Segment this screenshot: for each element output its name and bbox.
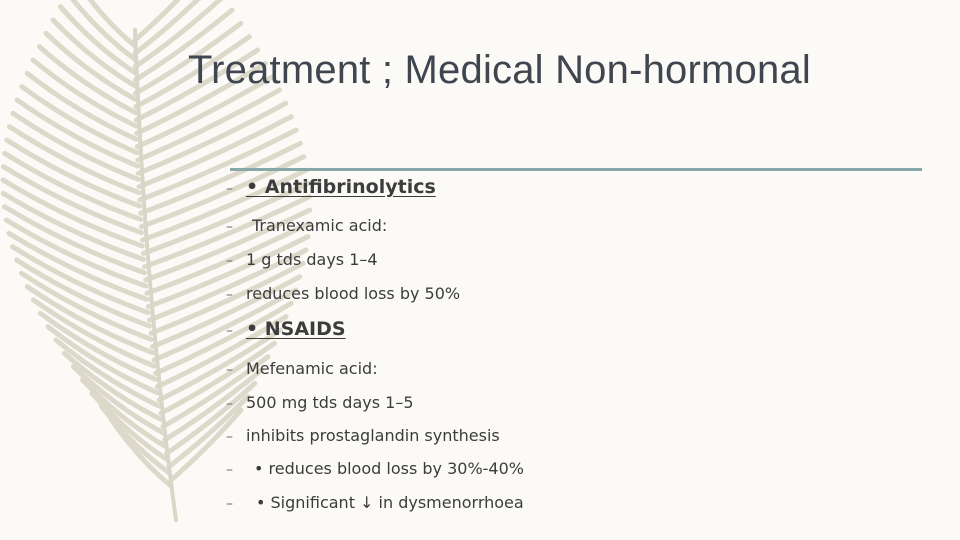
list-item <box>226 176 436 198</box>
dash-marker: – <box>226 496 233 512</box>
item-text: inhibits prostaglandin synthesis <box>246 426 500 445</box>
dash-marker: – <box>226 396 233 412</box>
heading-antifibrinolytics: • Antifibrinolytics <box>246 176 436 198</box>
dash-marker: – <box>226 323 233 339</box>
dash-marker: – <box>226 253 233 269</box>
dash-marker: – <box>226 462 233 478</box>
dash-marker: – <box>226 429 233 445</box>
list-item <box>226 393 414 412</box>
title-divider <box>230 168 922 171</box>
feather-barb <box>76 0 136 46</box>
list-item <box>226 216 387 235</box>
item-text: 500 mg tds days 1–5 <box>246 393 414 412</box>
dash-marker: – <box>226 181 233 197</box>
item-text: 1 g tds days 1–4 <box>246 250 378 269</box>
list-item <box>226 359 378 378</box>
list-item <box>226 250 378 269</box>
dash-marker: – <box>226 287 233 303</box>
item-text: Tranexamic acid: <box>252 216 388 235</box>
list-item <box>226 426 500 445</box>
item-text: Mefenamic acid: <box>246 359 378 378</box>
item-text: reduces blood loss by 50% <box>246 284 461 303</box>
slide-title: Treatment ; Medical Non-hormonal <box>188 48 811 92</box>
list-item <box>226 493 524 512</box>
list-item <box>226 459 524 478</box>
item-text: • Significant ↓ in dysmenorrhoea <box>256 493 524 512</box>
dash-marker: – <box>226 219 233 235</box>
item-text: • reduces blood loss by 30%-40% <box>254 459 524 478</box>
heading-nsaids: • NSAIDS <box>246 318 346 340</box>
list-item <box>226 318 346 340</box>
list-item <box>226 284 460 303</box>
dash-marker: – <box>226 362 233 378</box>
